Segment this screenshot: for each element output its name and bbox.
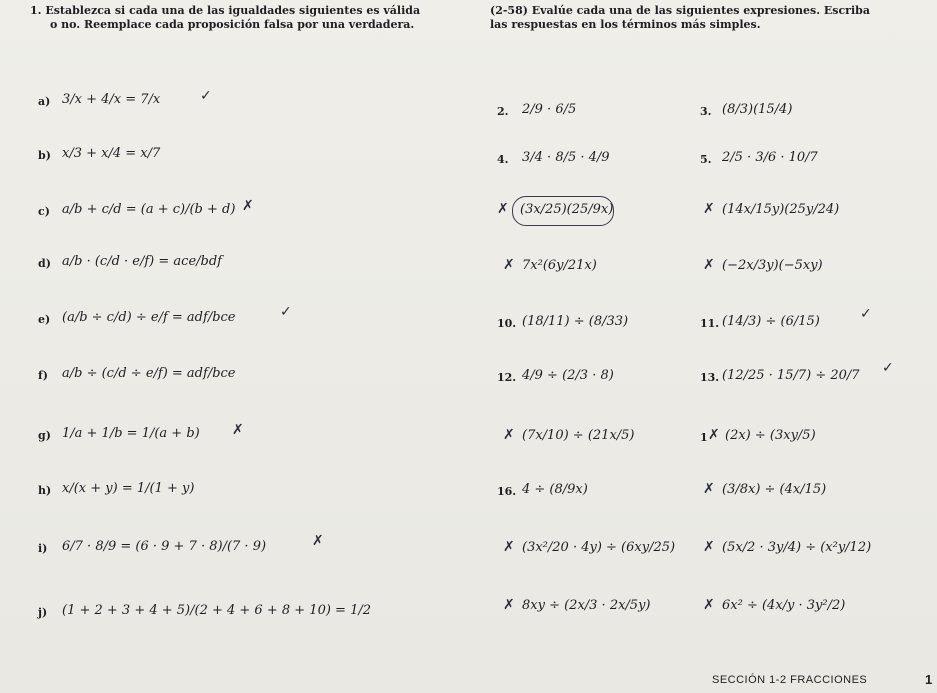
exercise-expression: (7x/10) ÷ (21x/5) <box>522 428 635 443</box>
item-expression: 3/x + 4/x = 7/x <box>62 92 161 107</box>
exercise-number: 13. <box>700 371 720 384</box>
item-label: a) <box>38 95 51 108</box>
exercise-expression: (2x) ÷ (3xy/5) <box>725 428 816 443</box>
exercise-expression: 2/5 · 3/6 · 10/7 <box>722 150 818 165</box>
exercise-expression: 8xy ÷ (2x/3 · 2x/5y) <box>522 598 651 613</box>
item-expression: (1 + 2 + 3 + 4 + 5)/(2 + 4 + 6 + 8 + 10) = 1/2 <box>62 603 371 618</box>
exercise-expression: 7x²(6y/21x) <box>522 258 597 273</box>
cross-mark: ✗ <box>242 198 254 214</box>
exercise-expression: (3/8x) ÷ (4x/15) <box>722 482 827 497</box>
exercise-number: 3. <box>700 105 712 118</box>
item-label: j) <box>38 606 48 619</box>
item-label: g) <box>38 429 51 442</box>
exercise-expression: (3x/25)(25/9x) <box>520 202 614 217</box>
right-instruction-line2: las respuestas en los términos más simples. <box>490 18 761 31</box>
cross-mark: ✗ <box>503 257 515 273</box>
item-expression: 1/a + 1/b = 1/(a + b) <box>62 426 200 441</box>
item-label: c) <box>38 205 50 218</box>
exercise-expression: (5x/2 · 3y/4) ÷ (x²y/12) <box>722 540 872 555</box>
check-mark: ✓ <box>860 306 872 322</box>
exercise-number: 16. <box>497 485 517 498</box>
exercise-number: 12. <box>497 371 517 384</box>
exercise-expression: 4/9 ÷ (2/3 · 8) <box>522 368 614 383</box>
item-expression: (a/b ÷ c/d) ÷ e/f = adf/bce <box>62 310 236 325</box>
exercise-number: 2. <box>497 105 509 118</box>
exercise-expression: (14/3) ÷ (6/15) <box>722 314 820 329</box>
check-mark: ✓ <box>882 360 894 376</box>
section-footer: SECCIÓN 1-2 FRACCIONES <box>712 674 868 686</box>
item-label: i) <box>38 542 48 555</box>
exercise-number: 5. <box>700 153 712 166</box>
exercise-number: 11. <box>700 317 720 330</box>
left-instruction-line2: o no. Reemplace cada proposición falsa por una verdadera. <box>50 18 415 31</box>
exercise-expression: (12/25 · 15/7) ÷ 20/7 <box>722 368 860 383</box>
item-expression: x/3 + x/4 = x/7 <box>62 146 161 161</box>
cross-mark: ✗ <box>503 539 515 555</box>
cross-mark: ✗ <box>232 422 244 438</box>
cross-mark: ✗ <box>497 201 509 217</box>
cross-mark: ✗ <box>703 539 715 555</box>
left-instruction-line1: 1. Establezca si cada una de las igualdades siguientes es válida <box>30 4 421 17</box>
cross-mark: ✗ <box>503 597 515 613</box>
exercise-expression: 6x² ÷ (4x/y · 3y²/2) <box>722 598 846 613</box>
cross-mark: ✗ <box>703 201 715 217</box>
item-label: h) <box>38 484 52 497</box>
item-label: d) <box>38 257 51 270</box>
exercise-number: 10. <box>497 317 517 330</box>
item-expression: a/b · (c/d · e/f) = ace/bdf <box>62 254 222 269</box>
exercise-expression: (18/11) ÷ (8/33) <box>522 314 629 329</box>
exercise-expression: 3/4 · 8/5 · 4/9 <box>522 150 610 165</box>
cross-mark: ✗ <box>703 257 715 273</box>
cross-mark: ✗ <box>708 427 720 443</box>
cross-mark: ✗ <box>703 597 715 613</box>
exercise-expression: 2/9 · 6/5 <box>522 102 577 117</box>
item-label: f) <box>38 369 48 382</box>
item-label: e) <box>38 313 51 326</box>
cross-mark: ✗ <box>503 427 515 443</box>
item-expression: a/b + c/d = (a + c)/(b + d) <box>62 202 236 217</box>
item-expression: x/(x + y) = 1/(1 + y) <box>62 481 195 496</box>
item-expression: a/b ÷ (c/d ÷ e/f) = adf/bce <box>62 366 236 381</box>
exercise-expression: 4 ÷ (8/9x) <box>522 482 588 497</box>
page-number: 1 <box>925 672 933 687</box>
check-mark: ✓ <box>200 88 212 104</box>
item-label: b) <box>38 149 51 162</box>
exercise-expression: (14x/15y)(25y/24) <box>722 202 840 217</box>
cross-mark: ✗ <box>312 533 324 549</box>
cross-mark: ✗ <box>703 481 715 497</box>
exercise-expression: (8/3)(15/4) <box>722 102 793 117</box>
exercise-number: 1 <box>700 431 708 444</box>
exercise-expression: (3x²/20 · 4y) ÷ (6xy/25) <box>522 540 676 555</box>
exercise-number: 4. <box>497 153 509 166</box>
exercise-expression: (−2x/3y)(−5xy) <box>722 258 823 273</box>
right-instruction-line1: (2-58) Evalúe cada una de las siguientes expresiones. Escriba <box>490 4 870 17</box>
check-mark: ✓ <box>280 304 292 320</box>
item-expression: 6/7 · 8/9 = (6 · 9 + 7 · 8)/(7 · 9) <box>62 539 267 554</box>
